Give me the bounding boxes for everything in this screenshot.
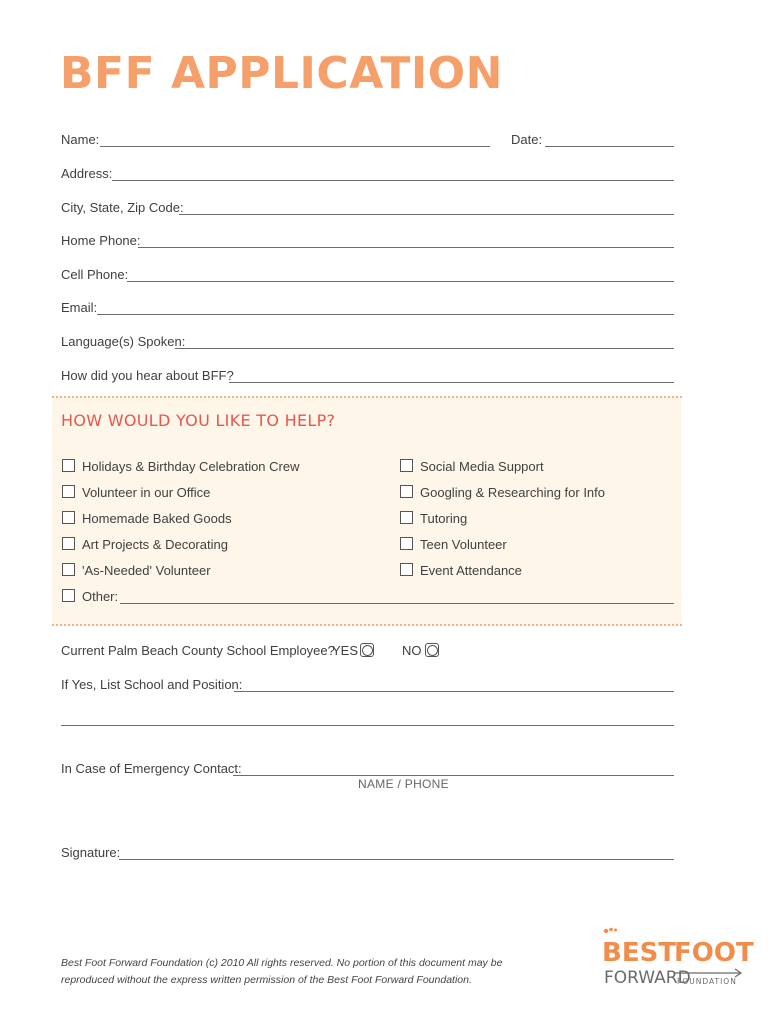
cell-phone-row bbox=[61, 265, 128, 285]
address-field[interactable] bbox=[112, 180, 674, 181]
other-field[interactable] bbox=[120, 603, 674, 604]
option-label: Homemade Baked Goods bbox=[82, 511, 232, 526]
checkbox[interactable] bbox=[62, 485, 75, 498]
signature-label: Signature: bbox=[61, 845, 121, 860]
languages-field[interactable] bbox=[175, 348, 674, 349]
signature-row bbox=[61, 843, 120, 863]
checkbox[interactable] bbox=[62, 563, 75, 576]
home-phone-row bbox=[61, 231, 141, 251]
employee-row bbox=[61, 641, 335, 661]
city-state-zip-field[interactable] bbox=[179, 214, 674, 215]
footer-line-1: Best Foot Forward Foundation (c) 2010 All rights reserved. No portion of this document may be bbox=[61, 957, 503, 969]
school-row bbox=[61, 675, 242, 695]
logo-forward: FORWARD bbox=[604, 968, 691, 988]
emergency-sublabel: NAME / PHONE bbox=[358, 777, 449, 791]
no-label: NO bbox=[402, 643, 422, 658]
cell-phone-field[interactable] bbox=[127, 281, 674, 282]
option-label: Tutoring bbox=[420, 511, 468, 526]
languages-row bbox=[61, 332, 185, 352]
checkbox[interactable] bbox=[62, 459, 75, 472]
checkbox[interactable] bbox=[400, 485, 413, 498]
checkbox[interactable] bbox=[62, 589, 75, 602]
hear-about-field[interactable] bbox=[229, 382, 674, 383]
address-label: Address: bbox=[61, 166, 113, 181]
email-label: Email: bbox=[61, 300, 98, 315]
option-label: Event Attendance bbox=[420, 563, 522, 578]
city-label: City, State, Zip Code: bbox=[61, 200, 184, 215]
option-label: Volunteer in our Office bbox=[82, 485, 211, 500]
name-row bbox=[61, 130, 99, 150]
date-row bbox=[511, 130, 542, 150]
school-position-field-2[interactable] bbox=[61, 725, 674, 726]
home-phone-label: Home Phone: bbox=[61, 233, 141, 248]
option-label: Social Media Support bbox=[420, 459, 544, 474]
address-row bbox=[61, 164, 112, 184]
checkbox[interactable] bbox=[62, 537, 75, 550]
languages-label: Language(s) Spoken: bbox=[61, 334, 186, 349]
name-label: Name: bbox=[61, 132, 100, 147]
school-position-field[interactable] bbox=[234, 691, 674, 692]
home-phone-field[interactable] bbox=[138, 247, 674, 248]
signature-field[interactable] bbox=[119, 859, 674, 860]
logo-toe bbox=[604, 929, 608, 933]
logo-foot: FOOT bbox=[674, 938, 754, 968]
hear-about-label: How did you hear about BFF? bbox=[61, 368, 234, 383]
option-label: Art Projects & Decorating bbox=[82, 537, 228, 552]
email-field[interactable] bbox=[97, 314, 674, 315]
option-label: Holidays & Birthday Celebration Crew bbox=[82, 459, 300, 474]
logo-toe bbox=[614, 929, 617, 932]
date-field[interactable] bbox=[545, 146, 674, 147]
option-label: 'As-Needed' Volunteer bbox=[82, 563, 211, 578]
emergency-row bbox=[61, 759, 242, 779]
email-row bbox=[61, 298, 97, 318]
checkbox[interactable] bbox=[400, 459, 413, 472]
yes-label-row bbox=[332, 641, 358, 661]
logo-toe bbox=[609, 928, 613, 932]
cell-phone-label: Cell Phone: bbox=[61, 267, 129, 282]
option-label: Googling & Researching for Info bbox=[420, 485, 605, 500]
emergency-label: In Case of Emergency Contact: bbox=[61, 761, 242, 776]
employee-question: Current Palm Beach County School Employee? bbox=[61, 643, 335, 658]
checkbox[interactable] bbox=[62, 511, 75, 524]
bff-logo bbox=[600, 925, 754, 991]
no-checkbox[interactable] bbox=[425, 643, 439, 657]
hear-about-row bbox=[61, 366, 234, 386]
footer-copyright bbox=[61, 955, 531, 989]
checkbox[interactable] bbox=[400, 563, 413, 576]
name-field[interactable] bbox=[100, 146, 490, 147]
footer-line-2: reproduced without the express written permission of the Best Foot Forward Foundation. bbox=[61, 974, 472, 986]
city-row bbox=[61, 198, 184, 218]
yes-label: YES bbox=[332, 643, 359, 658]
checkbox[interactable] bbox=[400, 537, 413, 550]
yes-checkbox[interactable] bbox=[360, 643, 374, 657]
logo-best: BEST bbox=[602, 938, 677, 968]
emergency-contact-field[interactable] bbox=[233, 775, 674, 776]
option-label: Teen Volunteer bbox=[420, 537, 507, 552]
checkbox[interactable] bbox=[400, 511, 413, 524]
page-title: BFF APPLICATION bbox=[60, 48, 503, 99]
school-label: If Yes, List School and Position: bbox=[61, 677, 243, 692]
date-label: Date: bbox=[511, 132, 543, 147]
logo-foundation: FOUNDATION bbox=[677, 977, 737, 986]
no-label-row bbox=[402, 641, 422, 661]
help-heading: HOW WOULD YOU LIKE TO HELP? bbox=[61, 411, 336, 430]
option-label: Other: bbox=[82, 589, 119, 604]
